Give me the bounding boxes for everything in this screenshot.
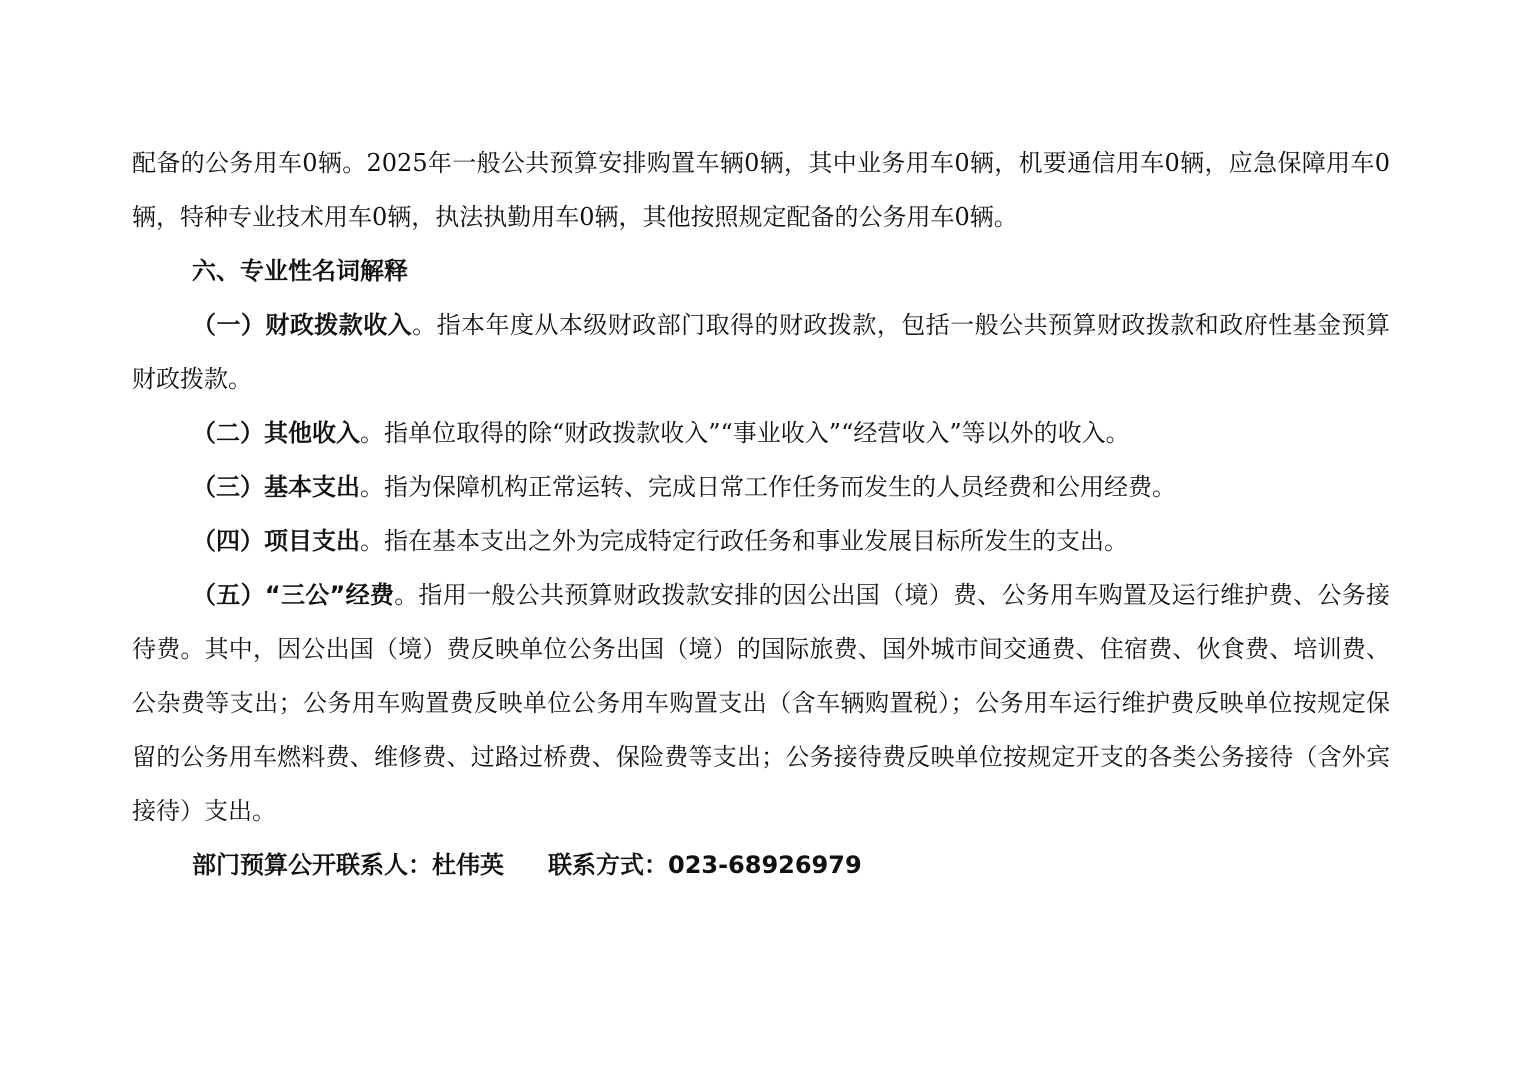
definition-term: （五）“三公”经费 [192, 581, 395, 609]
definition-text: 。指本年度从本级财政部门取得的财政拨款，包括一般公共预算财政拨款和政府性基金预算财政拨款。 [132, 311, 1390, 393]
contact-phone-number: 023-68926979 [668, 851, 862, 879]
vehicle-paragraph-text: 配备的公务用车0辆。2025年一般公共预算安排购置车辆0辆，其中业务用车0辆，机要通信用车0辆，应急保障用车0辆，特种专业技术用车0辆，执法执勤用车0辆，其他按照规定配备的公务用车0辆。 [132, 149, 1390, 231]
document-body [132, 136, 1390, 892]
contact-person-label: 部门预算公开联系人： [192, 851, 432, 879]
contact-person-name: 杜伟英 [432, 851, 504, 879]
definition-term: （一）财政拨款收入 [192, 311, 413, 339]
contact-line [132, 838, 1390, 892]
definition-item [132, 568, 1390, 838]
section-heading [132, 244, 1390, 298]
definition-item [132, 460, 1390, 514]
definition-item [132, 298, 1390, 406]
section-heading-text: 六、专业性名词解释 [192, 257, 408, 285]
definition-text: 。指用一般公共预算财政拨款安排的因公出国（境）费、公务用车购置及运行维护费、公务接待费。其中，因公出国（境）费反映单位公务出国（境）的国际旅费、国外城市间交通费、住宿费、伙食费、培训费、公杂费等支出；公务用车购置费反映单位公务用车购置支出（含车辆购置税）；公务用车运行维护费反映单位按规定保留的公务用车燃料费、维修费、过路过桥费、保险费等支出；公务接待费反映单位按规定开支的各类公务接待（含外宾接待）支出。 [132, 581, 1390, 825]
contact-phone-label: 联系方式： [548, 851, 668, 879]
definition-term: （四）项目支出 [192, 527, 360, 555]
definition-term: （三）基本支出 [192, 473, 360, 501]
definition-item [132, 514, 1390, 568]
definition-item [132, 406, 1390, 460]
vehicle-paragraph [132, 136, 1390, 244]
definition-text: 。指为保障机构正常运转、完成日常工作任务而发生的人员经费和公用经费。 [360, 473, 1176, 501]
definition-text: 。指在基本支出之外为完成特定行政任务和事业发展目标所发生的支出。 [360, 527, 1128, 555]
definition-text: 。指单位取得的除“财政拨款收入”“事业收入”“经营收入”等以外的收入。 [360, 419, 1130, 447]
definition-term: （二）其他收入 [192, 419, 360, 447]
